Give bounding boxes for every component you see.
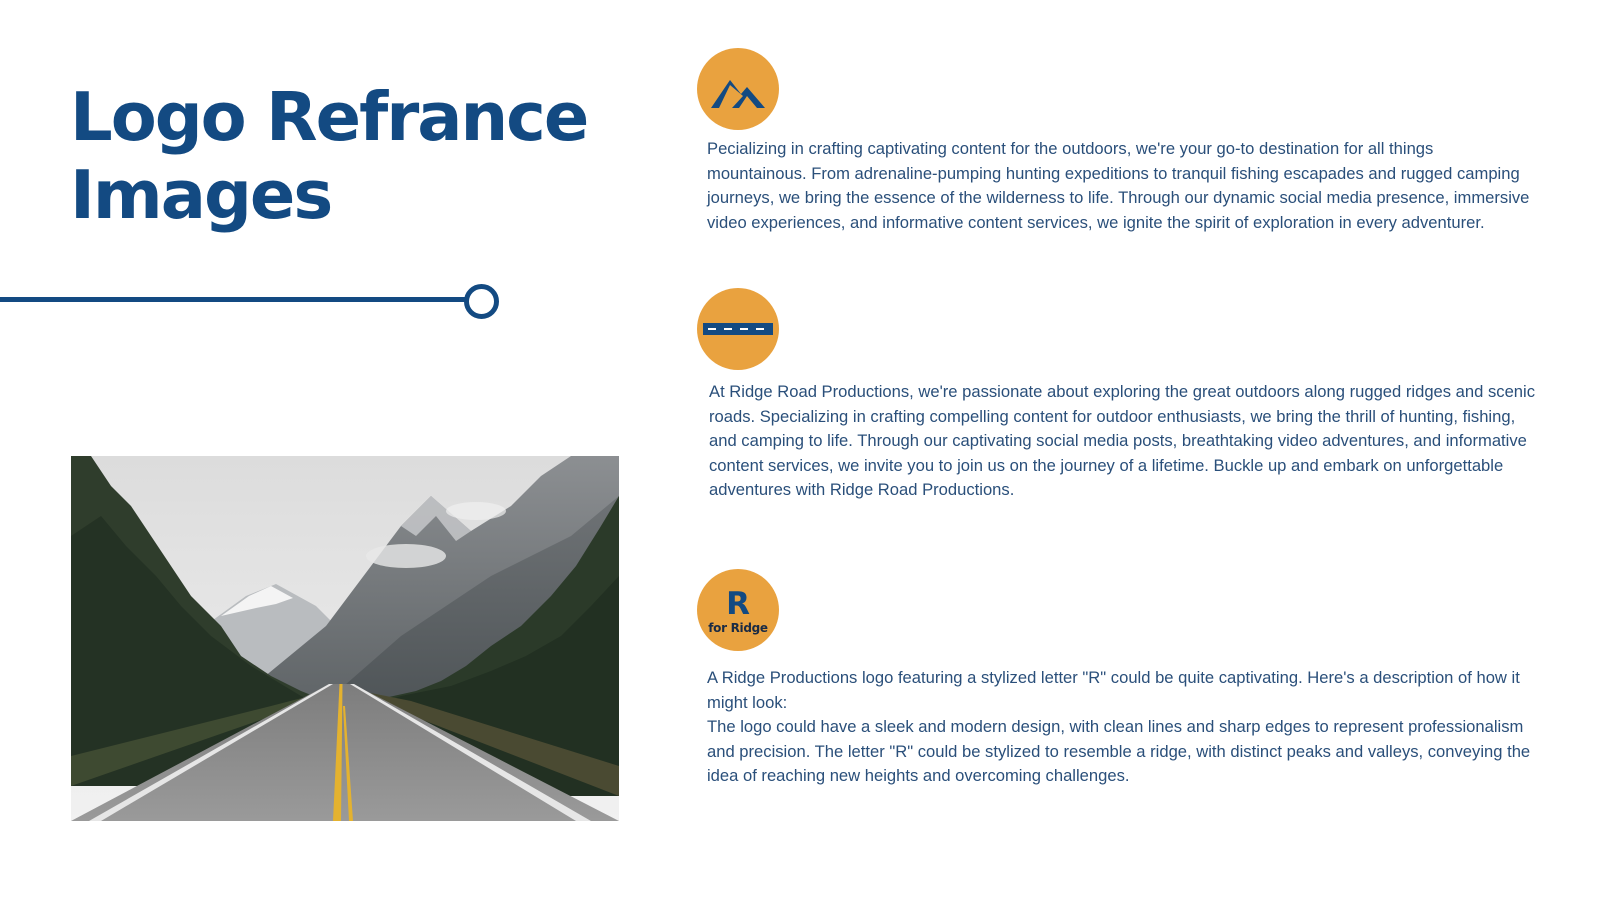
divider-knob <box>464 284 499 319</box>
divider-line <box>0 297 468 302</box>
mountain-road-photo <box>71 456 619 821</box>
section-3-text: A Ridge Productions logo featuring a stylized letter "R" could be quite captivating. Here's a description of how it might look: The logo could have a sleek and modern design, with clean lines and sharp edges to represent professionalism and precision. The letter "R" could be stylized to resemble a ridge, with distinct peaks and valleys, conveying the idea of reaching new heights and overcoming challenges. <box>707 668 1531 786</box>
title-line-1: Logo Refrance <box>70 78 588 156</box>
title-line-2: Images <box>70 156 332 234</box>
section-2-text: At Ridge Road Productions, we're passionate about exploring the great outdoors along rugged ridges and scenic roads. Specializing in crafting compelling content for outdoor enthusiasts, we bring the thrill of hunting, fishing, and camping to life. Through our captivating social media posts, breathtaking video adventures, and informative content services, we invite you to join us on the journey of a lifetime. Buckle up and embark on unforgettable adventures with Ridge Road Productions. <box>709 382 1536 500</box>
section-1-text: Pecializing in crafting captivating content for the outdoors, we're your go-to destination for all things mountainous. From adrenaline-pumping hunting expeditions to tranquil fishing escapades and rugged camping journeys, we bring the essence of the wilderness to life. Through our dynamic social media presence, immersive video experiences, and informative content services, we ignite the spirit of exploration in every adventurer. <box>707 139 1530 232</box>
mountain-icon <box>708 67 768 111</box>
mountain-badge <box>697 48 779 130</box>
page-title <box>70 78 650 234</box>
r-letter-icon: R <box>726 585 750 622</box>
badge-subtitle: for Ridge <box>708 620 768 635</box>
road-badge <box>697 288 779 370</box>
road-icon <box>703 320 773 338</box>
r-letter-badge <box>697 569 779 651</box>
